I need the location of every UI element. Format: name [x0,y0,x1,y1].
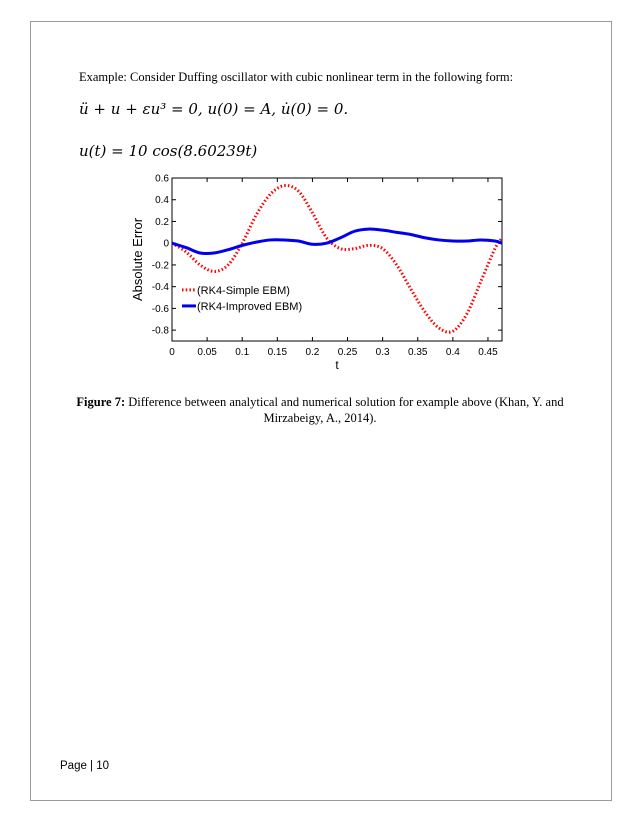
equation-duffing: ü + u + εu³ = 0, u(0) = A, u̇(0) = 0. [79,100,349,118]
error-chart [120,170,510,375]
y-tick-label: -0.4 [151,282,169,294]
x-tick-label: 0.25 [337,347,358,358]
plot-frame [172,178,502,341]
x-tick-label: 0.15 [267,347,288,358]
y-tick-label: 0.2 [155,216,169,228]
legend-label: (RK4-Simple EBM) [197,284,290,297]
y-axis-label: Absolute Error [130,217,145,302]
caption-text: Difference between analytical and numerical solution for example above (Khan, Y. and Mirzabeigy, A., 2014). [125,395,564,425]
y-tick-label: -0.2 [151,260,169,272]
x-tick-label: 0.35 [408,347,428,358]
equation-solution: u(t) = 10 cos(8.60239t) [79,142,258,160]
chart-axes [130,174,502,373]
caption-label: Figure 7: [76,395,126,409]
legend-label: (RK4-Improved EBM) [197,300,303,313]
y-tick-label: 0.6 [155,173,169,185]
page-footer: Page | 10 [60,760,110,772]
y-tick-label: -0.8 [151,325,169,337]
intro-text: Example: Consider Duffing oscillator with cubic nonlinear term in the following form: [79,70,514,84]
y-tick-label: -0.6 [151,303,169,315]
figure-caption [70,394,570,426]
y-tick-label: 0.4 [155,195,169,207]
y-tick-label: 0 [163,238,169,250]
x-axis-label: t [335,358,339,372]
x-tick-label: 0.3 [375,347,390,358]
x-tick-label: 0.1 [235,347,250,358]
x-tick-label: 0.05 [197,347,217,358]
x-tick-label: 0.4 [445,347,460,358]
x-tick-label: 0 [169,347,175,358]
x-tick-label: 0.2 [305,347,320,358]
x-tick-label: 0.45 [478,347,498,358]
chart-legend [179,282,302,314]
